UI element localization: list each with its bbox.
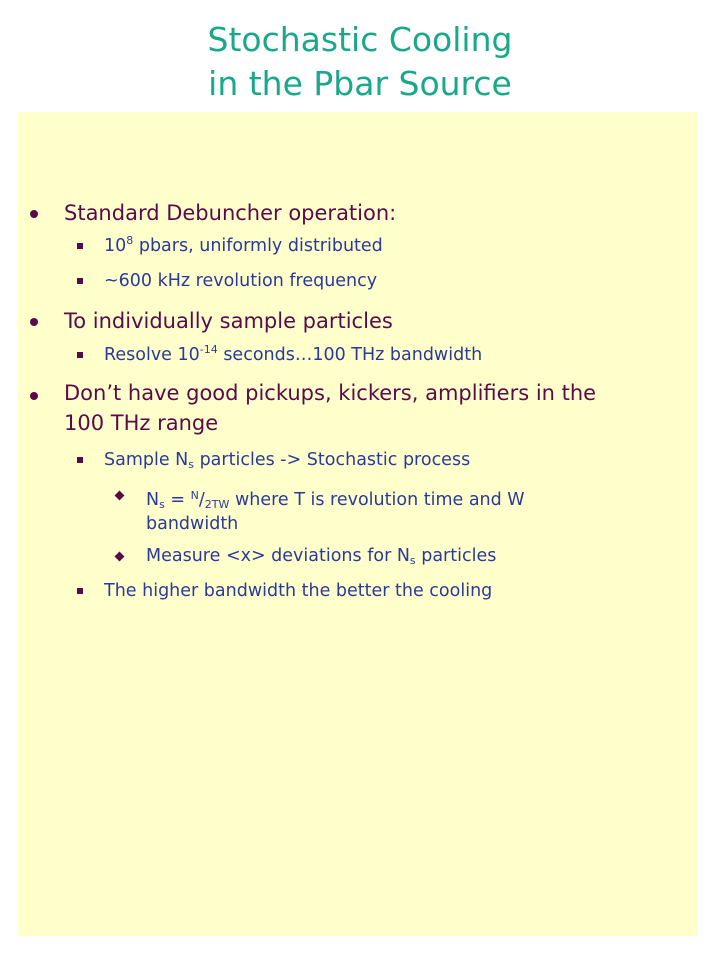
bullet-diamond-icon xyxy=(115,552,125,562)
bullet-dot-icon xyxy=(30,210,38,218)
sub-sub-bullet-measure: Measure <x> deviations for $N_s$ particles xyxy=(146,546,497,567)
sub-bullet-revolution-frequency: ~600 kHz revolution frequency xyxy=(104,271,378,291)
title-line-2: in the Pbar Source xyxy=(208,64,512,103)
sub-sub-bullet-ns-formula: $N_s = ^N/_{2TW}$ where T is revolution time and W bandwidth xyxy=(146,489,525,534)
bullet-diamond-icon xyxy=(115,491,125,501)
slide-title xyxy=(0,18,720,106)
bullet-sample-particles: To individually sample particles xyxy=(64,309,393,333)
sub-bullet-pbars: $10^8$ pbars, uniformly distributed xyxy=(104,234,383,256)
title-line-1: Stochastic Cooling xyxy=(207,20,513,59)
sub-bullet-higher-bandwidth: The higher bandwidth the better the cooling xyxy=(104,581,493,601)
sub-bullet-resolve: Resolve $10^{-14}$ seconds…100 THz bandwidth xyxy=(104,343,483,365)
sub-bullet-sample-ns: Sample $N_s$ particles -> Stochastic process xyxy=(104,450,471,471)
bullet-square-icon xyxy=(77,243,83,249)
bullet-standard-debuncher: Standard Debuncher operation: xyxy=(64,201,397,225)
bullet-square-icon xyxy=(77,352,83,358)
bullet-square-icon xyxy=(77,278,83,284)
bullet-dot-icon xyxy=(30,318,38,326)
bullet-square-icon xyxy=(77,588,83,594)
bullet-square-icon xyxy=(77,457,83,463)
bullet-no-pickups: Don’t have good pickups, kickers, amplifiers in the 100 THz range xyxy=(64,381,597,435)
content-panel xyxy=(18,112,698,936)
bullet-dot-icon xyxy=(30,392,38,400)
